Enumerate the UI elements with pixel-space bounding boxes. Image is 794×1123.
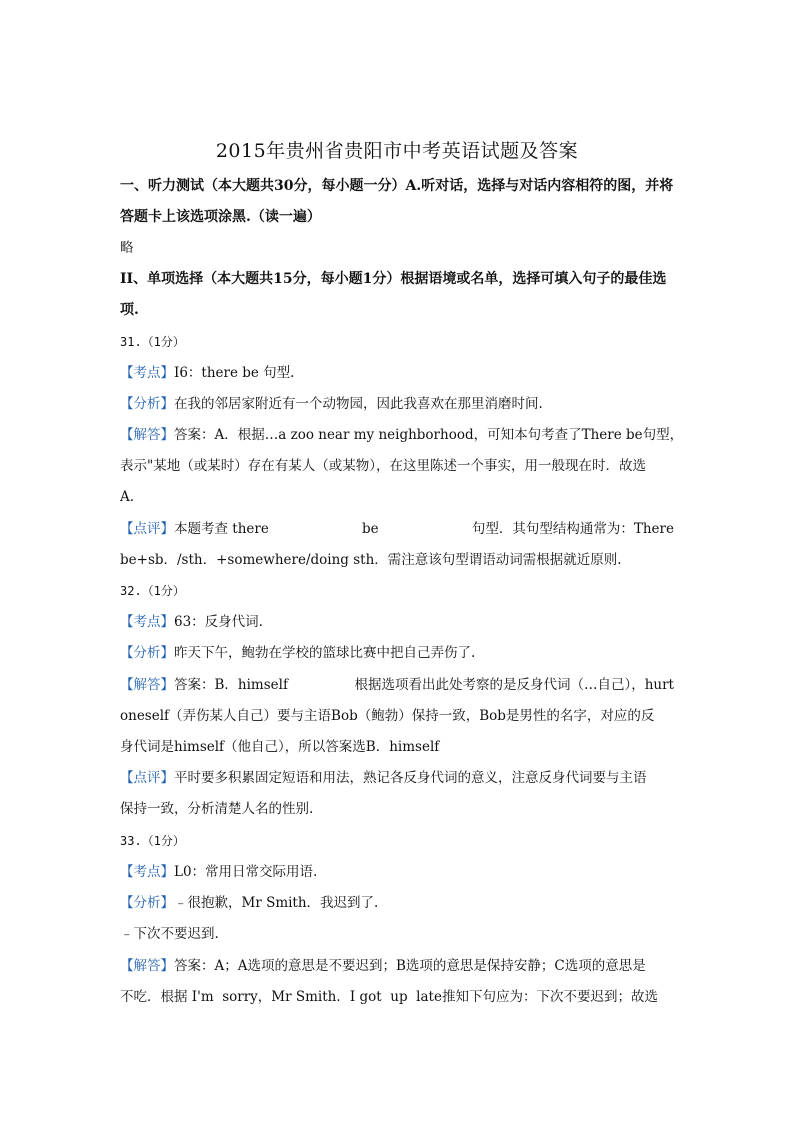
q31-jieda-line2: 表示"某地（或某时）存在有某人（或某物），在这里陈述一个事实，用一般现在时．故选 bbox=[120, 458, 646, 474]
section2-heading-line2: 项. bbox=[120, 302, 139, 318]
q31-fenxi bbox=[120, 394, 543, 414]
jieda-tag: 【 解答 】 bbox=[120, 677, 174, 693]
q33-fenxi-text: ﹣很抱歉，Mr Smith．我迟到了. bbox=[174, 895, 379, 911]
q33-kaodian-text: L0：常用日常交际用语. bbox=[174, 864, 318, 880]
q31-jieda-line1: 答案：A．根据…a zoo near my neighborhood，可知本句考查了There be句型， bbox=[174, 427, 684, 443]
q33-jieda-line2: 不吃．根据 I'm sorry，Mr Smith．I got up late推知下句应为：下次不要迟到；故选 bbox=[120, 989, 658, 1005]
q33-jieda bbox=[120, 956, 646, 976]
q32-jieda-b: 根据选项看出此处考察的是反身代词（…自己），hurt bbox=[354, 677, 674, 693]
fenxi-tag: 【 分析 】 bbox=[120, 895, 174, 911]
kaodian-tag: 【 考点 】 bbox=[120, 614, 174, 630]
q31-jieda bbox=[120, 425, 683, 445]
q31-kaodian-text: I6：there be 句型. bbox=[174, 365, 295, 381]
q31-dianping-a: 本题考查 there bbox=[174, 521, 269, 537]
q32-jieda-line3: 身代词是himself（他自己），所以答案选B．himself bbox=[120, 739, 440, 755]
q32-jieda bbox=[120, 675, 674, 695]
q32-kaodian-text: 63：反身代词. bbox=[174, 614, 263, 630]
q31-dianping-c: 句型．其句型结构通常为：There bbox=[471, 521, 674, 537]
q32-kaodian bbox=[120, 612, 263, 632]
section1-heading-line2: 答题卡上该选项涂黑.（读一遍） bbox=[120, 209, 321, 225]
jieda-tag: 【 解答 】 bbox=[120, 958, 174, 974]
q31-fenxi-text: 在我的邻居家附近有一个动物园，因此我喜欢在那里消磨时间. bbox=[174, 396, 543, 412]
q33-fenxi-line2: ﹣下次不要迟到. bbox=[120, 926, 219, 942]
kaodian-tag: 【 考点 】 bbox=[120, 864, 174, 880]
jieda-tag: 【 解答 】 bbox=[120, 427, 174, 443]
q33-fenxi bbox=[120, 893, 378, 913]
q31-dianping bbox=[120, 519, 674, 539]
dianping-tag: 【 点评 】 bbox=[120, 521, 174, 537]
section1-heading-line1: 一、听力测试（本大题共30分，每小题一分）A.听对话，选择与对话内容相符的图，并将 bbox=[120, 178, 674, 194]
q33-header: 33.（1分） bbox=[120, 834, 185, 848]
q31-dianping-part1 bbox=[120, 519, 269, 539]
kaodian-tag: 【 考点 】 bbox=[120, 365, 174, 381]
section1-omitted: 略 bbox=[120, 240, 134, 256]
q32-fenxi-text: 昨天下午，鲍勃在学校的篮球比赛中把自己弄伤了. bbox=[174, 645, 476, 661]
q32-header: 32.（1分） bbox=[120, 584, 185, 598]
q32-dianping bbox=[120, 768, 647, 788]
q31-header: 31.（1分） bbox=[120, 335, 185, 349]
q31-jieda-line3: A. bbox=[120, 489, 135, 505]
q33-jieda-line1: 答案：A；A选项的意思是不要迟到；B选项的意思是保持安静；C选项的意思是 bbox=[174, 958, 646, 974]
q32-fenxi bbox=[120, 643, 475, 663]
page-title: 2015年贵州省贵阳市中考英语试题及答案 bbox=[215, 140, 579, 162]
section2-heading-line1: II、单项选择（本大题共15分，每小题1分）根据语境或名单，选择可填入句子的最佳选 bbox=[120, 271, 667, 287]
q32-jieda-part1 bbox=[120, 675, 288, 695]
q32-dianping-line1: 平时要多积累固定短语和用法，熟记各反身代词的意义，注意反身代词要与主语 bbox=[174, 770, 647, 786]
q31-dianping-line2: be+sb．/sth．+somewhere/doing sth．需注意该句型谓语动词需根据就近原则. bbox=[120, 552, 622, 568]
q31-kaodian bbox=[120, 363, 294, 383]
fenxi-tag: 【 分析 】 bbox=[120, 396, 174, 412]
q31-dianping-b: be bbox=[362, 521, 379, 537]
q32-jieda-a: 答案：B．himself bbox=[174, 677, 288, 693]
fenxi-tag: 【 分析 】 bbox=[120, 645, 174, 661]
dianping-tag: 【 点评 】 bbox=[120, 770, 174, 786]
q32-jieda-line2: oneself（弄伤某人自己）要与主语Bob（鲍勃）保持一致，Bob是男性的名字，对应的反 bbox=[120, 708, 655, 724]
q33-kaodian bbox=[120, 862, 317, 882]
q32-dianping-line2: 保持一致，分析清楚人名的性别. bbox=[120, 801, 314, 817]
